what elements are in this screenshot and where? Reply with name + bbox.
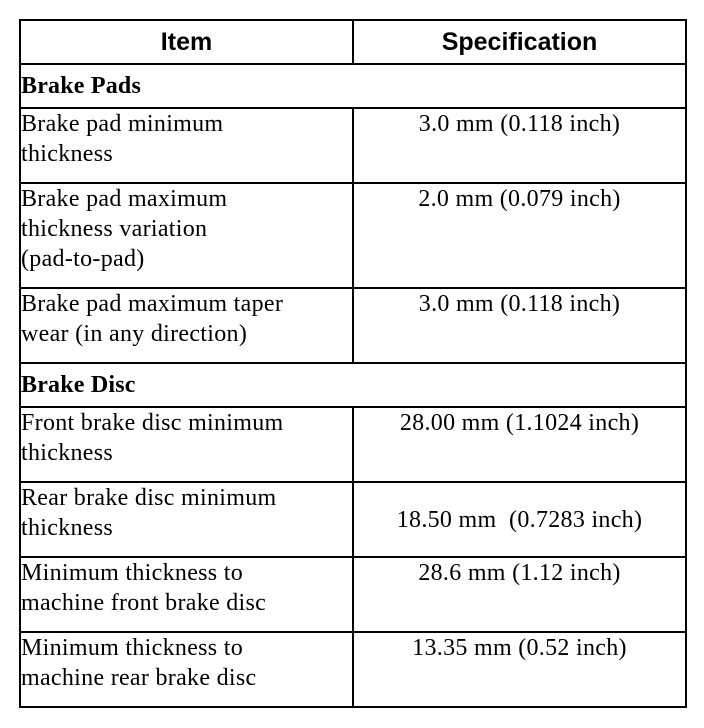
table-row bbox=[20, 288, 686, 363]
table-row bbox=[20, 183, 686, 288]
item-cell: Front brake disc minimum thickness bbox=[20, 407, 353, 482]
section-title: Brake Pads bbox=[20, 64, 686, 108]
value-cell: 28.6 mm (1.12 inch) bbox=[353, 557, 686, 632]
column-header-item: Item bbox=[20, 20, 353, 64]
item-cell: Minimum thickness to machine front brake disc bbox=[20, 557, 353, 632]
value-cell: 2.0 mm (0.079 inch) bbox=[353, 183, 686, 288]
value-cell: 3.0 mm (0.118 inch) bbox=[353, 288, 686, 363]
specification-table bbox=[19, 19, 687, 708]
header-row bbox=[20, 20, 686, 64]
item-cell: Brake pad minimum thickness bbox=[20, 108, 353, 183]
section-title: Brake Disc bbox=[20, 363, 686, 407]
item-cell: Minimum thickness to machine rear brake disc bbox=[20, 632, 353, 707]
value-cell: 28.00 mm (1.1024 inch) bbox=[353, 407, 686, 482]
table-row bbox=[20, 108, 686, 183]
section-row-brake-pads bbox=[20, 64, 686, 108]
item-cell: Brake pad maximum thickness variation (pad-to-pad) bbox=[20, 183, 353, 288]
table-row bbox=[20, 407, 686, 482]
table-row bbox=[20, 632, 686, 707]
column-header-specification: Specification bbox=[353, 20, 686, 64]
item-cell: Rear brake disc minimum thickness bbox=[20, 482, 353, 557]
table-row bbox=[20, 482, 686, 557]
value-cell: 3.0 mm (0.118 inch) bbox=[353, 108, 686, 183]
value-cell: 18.50 mm (0.7283 inch) bbox=[353, 482, 686, 557]
section-row-brake-disc bbox=[20, 363, 686, 407]
table-row bbox=[20, 557, 686, 632]
item-cell: Brake pad maximum taper wear (in any direction) bbox=[20, 288, 353, 363]
value-cell: 13.35 mm (0.52 inch) bbox=[353, 632, 686, 707]
